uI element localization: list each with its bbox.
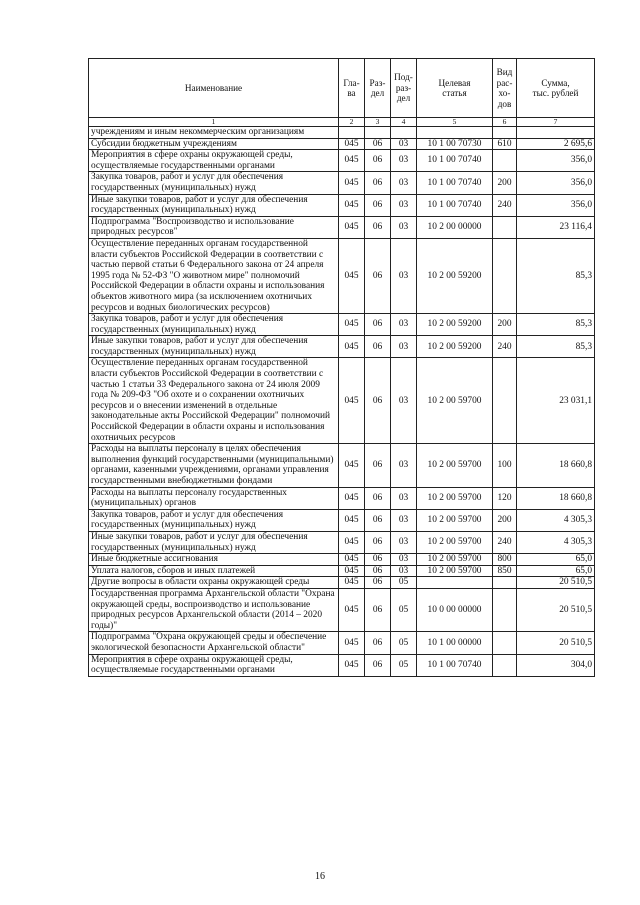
header-subsection: Под- раз- дел xyxy=(391,59,417,118)
table-row xyxy=(89,632,595,654)
row-target-item: 10 1 00 70740 xyxy=(417,150,493,172)
row-target-item: 10 2 00 59700 xyxy=(417,358,493,444)
row-section: 06 xyxy=(365,336,391,358)
row-target-item: 10 1 00 00000 xyxy=(417,632,493,654)
row-expense-type xyxy=(493,588,517,631)
row-expense-type xyxy=(493,654,517,676)
row-name: Другие вопросы в области охраны окружающей среды xyxy=(89,577,339,589)
row-chapter: 045 xyxy=(339,565,365,577)
row-name: Расходы на выплаты персоналу в целях обеспечения выполнения функций государственными (муниципальными) органами, казенными учреждениями, органами управления государственными внебюджетными фондами xyxy=(89,444,339,487)
header-chapter: Гла- ва xyxy=(339,59,365,118)
row-target-item: 10 1 00 70740 xyxy=(417,172,493,194)
row-subsection: 05 xyxy=(391,577,417,589)
row-subsection: 03 xyxy=(391,509,417,531)
table-row xyxy=(89,336,595,358)
header-name: Наименование xyxy=(89,59,339,118)
column-number: 5 xyxy=(417,118,493,127)
row-name: Осуществление переданных органам государственной власти субъектов Российской Федерации в соответствии с частью первой статьи 6 Федерального закона от 24 апреля 1995 года № 52-ФЗ "О животном мире" полномочий Российской Федерации в области охраны и использования объектов животного мира (за исключением охотничьих ресурсов и водных биологических ресурсов) xyxy=(89,238,339,313)
row-target-item: 10 1 00 70740 xyxy=(417,654,493,676)
row-sum: 2 695,6 xyxy=(517,138,595,150)
row-sum: 20 510,5 xyxy=(517,588,595,631)
row-chapter: 045 xyxy=(339,314,365,336)
column-number: 3 xyxy=(365,118,391,127)
row-chapter: 045 xyxy=(339,358,365,444)
row-expense-type: 200 xyxy=(493,509,517,531)
row-section: 06 xyxy=(365,194,391,216)
row-target-item: 10 2 00 59700 xyxy=(417,509,493,531)
header-row xyxy=(89,59,595,118)
row-section: 06 xyxy=(365,238,391,313)
row-chapter: 045 xyxy=(339,487,365,509)
row-chapter: 045 xyxy=(339,216,365,238)
row-target-item: 10 1 00 70730 xyxy=(417,138,493,150)
table-row xyxy=(89,554,595,566)
row-expense-type: 610 xyxy=(493,138,517,150)
row-subsection: 03 xyxy=(391,172,417,194)
row-section: 06 xyxy=(365,358,391,444)
table-row xyxy=(89,238,595,313)
row-section: 06 xyxy=(365,565,391,577)
row-target-item: 10 0 00 00000 xyxy=(417,588,493,631)
row-subsection: 03 xyxy=(391,358,417,444)
row-expense-type: 800 xyxy=(493,554,517,566)
row-name: Иные закупки товаров, работ и услуг для обеспечения государственных (муниципальных) нужд xyxy=(89,336,339,358)
row-expense-type xyxy=(493,150,517,172)
table-row xyxy=(89,358,595,444)
row-sum: 356,0 xyxy=(517,172,595,194)
row-section: 06 xyxy=(365,531,391,553)
row-chapter: 045 xyxy=(339,588,365,631)
row-expense-type xyxy=(493,127,517,139)
row-sum xyxy=(517,127,595,139)
table-row xyxy=(89,565,595,577)
row-target-item: 10 2 00 59200 xyxy=(417,314,493,336)
row-expense-type: 200 xyxy=(493,314,517,336)
row-target-item: 10 2 00 00000 xyxy=(417,216,493,238)
row-expense-type xyxy=(493,238,517,313)
row-expense-type: 240 xyxy=(493,336,517,358)
row-subsection: 03 xyxy=(391,554,417,566)
row-expense-type xyxy=(493,358,517,444)
row-sum: 85,3 xyxy=(517,314,595,336)
row-section: 06 xyxy=(365,487,391,509)
row-chapter: 045 xyxy=(339,577,365,589)
row-name: Закупка товаров, работ и услуг для обеспечения государственных (муниципальных) нужд xyxy=(89,509,339,531)
row-target-item: 10 2 00 59700 xyxy=(417,565,493,577)
row-section: 06 xyxy=(365,588,391,631)
row-subsection: 03 xyxy=(391,314,417,336)
column-number: 2 xyxy=(339,118,365,127)
row-target-item: 10 2 00 59700 xyxy=(417,487,493,509)
row-subsection: 03 xyxy=(391,150,417,172)
row-name: Закупка товаров, работ и услуг для обеспечения государственных (муниципальных) нужд xyxy=(89,314,339,336)
budget-table xyxy=(88,58,595,677)
header-expense-type: Вид рас- хо- дов xyxy=(493,59,517,118)
row-sum: 85,3 xyxy=(517,238,595,313)
row-target-item: 10 2 00 59700 xyxy=(417,554,493,566)
row-target-item xyxy=(417,127,493,139)
row-chapter: 045 xyxy=(339,238,365,313)
row-section: 06 xyxy=(365,216,391,238)
table-body xyxy=(89,127,595,677)
row-sum: 23 031,1 xyxy=(517,358,595,444)
row-name: Государственная программа Архангельской области "Охрана окружающей среды, воспроизводство и использование природных ресурсов Архангельской области (2014 – 2020 годы)" xyxy=(89,588,339,631)
row-section: 06 xyxy=(365,654,391,676)
table-row xyxy=(89,654,595,676)
row-target-item: 10 2 00 59200 xyxy=(417,238,493,313)
row-name: Расходы на выплаты персоналу государственных (муниципальных) органов xyxy=(89,487,339,509)
row-expense-type: 850 xyxy=(493,565,517,577)
table-row xyxy=(89,150,595,172)
row-section: 06 xyxy=(365,138,391,150)
row-chapter: 045 xyxy=(339,150,365,172)
table-row xyxy=(89,577,595,589)
column-number: 6 xyxy=(493,118,517,127)
row-subsection: 03 xyxy=(391,336,417,358)
header-target: Целевая статья xyxy=(417,59,493,118)
table-row xyxy=(89,138,595,150)
row-section: 06 xyxy=(365,172,391,194)
row-subsection: 03 xyxy=(391,138,417,150)
row-section: 06 xyxy=(365,150,391,172)
row-section: 06 xyxy=(365,632,391,654)
row-target-item xyxy=(417,577,493,589)
table-row xyxy=(89,314,595,336)
column-number-row xyxy=(89,118,595,127)
row-subsection: 03 xyxy=(391,216,417,238)
row-expense-type: 240 xyxy=(493,194,517,216)
table-row xyxy=(89,588,595,631)
row-sum: 4 305,3 xyxy=(517,509,595,531)
row-name: Закупка товаров, работ и услуг для обеспечения государственных (муниципальных) нужд xyxy=(89,172,339,194)
row-expense-type: 100 xyxy=(493,444,517,487)
row-sum: 18 660,8 xyxy=(517,444,595,487)
row-expense-type xyxy=(493,632,517,654)
row-sum: 23 116,4 xyxy=(517,216,595,238)
row-chapter xyxy=(339,127,365,139)
row-section xyxy=(365,127,391,139)
row-sum: 356,0 xyxy=(517,150,595,172)
row-name: Субсидии бюджетным учреждениям xyxy=(89,138,339,150)
row-subsection: 03 xyxy=(391,565,417,577)
column-number: 7 xyxy=(517,118,595,127)
row-expense-type: 200 xyxy=(493,172,517,194)
row-subsection: 05 xyxy=(391,632,417,654)
row-target-item: 10 1 00 70740 xyxy=(417,194,493,216)
row-section: 06 xyxy=(365,314,391,336)
row-chapter: 045 xyxy=(339,172,365,194)
row-target-item: 10 2 00 59700 xyxy=(417,444,493,487)
row-name: Иные закупки товаров, работ и услуг для обеспечения государственных (муниципальных) нужд xyxy=(89,194,339,216)
row-expense-type xyxy=(493,216,517,238)
row-subsection: 03 xyxy=(391,238,417,313)
row-name: Уплата налогов, сборов и иных платежей xyxy=(89,565,339,577)
row-subsection: 03 xyxy=(391,531,417,553)
row-name: Подпрограмма "Охрана окружающей среды и обеспечение экологической безопасности Архангельской области" xyxy=(89,632,339,654)
column-number: 1 xyxy=(89,118,339,127)
table-row xyxy=(89,531,595,553)
page-number: 16 xyxy=(315,871,325,882)
row-sum: 304,0 xyxy=(517,654,595,676)
table-row xyxy=(89,487,595,509)
header-sum: Сумма, тыс. рублей xyxy=(517,59,595,118)
row-section: 06 xyxy=(365,509,391,531)
row-name: Иные закупки товаров, работ и услуг для обеспечения государственных (муниципальных) нужд xyxy=(89,531,339,553)
row-subsection xyxy=(391,127,417,139)
row-subsection: 03 xyxy=(391,444,417,487)
row-chapter: 045 xyxy=(339,509,365,531)
row-chapter: 045 xyxy=(339,632,365,654)
row-chapter: 045 xyxy=(339,138,365,150)
row-name: Подпрограмма "Воспроизводство и использование природных ресурсов" xyxy=(89,216,339,238)
row-name: учреждениям и иным некоммерческим организациям xyxy=(89,127,339,139)
table-row xyxy=(89,194,595,216)
row-section: 06 xyxy=(365,577,391,589)
row-chapter: 045 xyxy=(339,336,365,358)
row-section: 06 xyxy=(365,554,391,566)
row-section: 06 xyxy=(365,444,391,487)
table-row xyxy=(89,444,595,487)
row-sum: 20 510,5 xyxy=(517,577,595,589)
row-name: Мероприятия в сфере охраны окружающей среды, осуществляемые государственными органами xyxy=(89,150,339,172)
row-sum: 85,3 xyxy=(517,336,595,358)
row-name: Иные бюджетные ассигнования xyxy=(89,554,339,566)
row-subsection: 03 xyxy=(391,487,417,509)
row-sum: 20 510,5 xyxy=(517,632,595,654)
row-chapter: 045 xyxy=(339,444,365,487)
row-expense-type: 240 xyxy=(493,531,517,553)
table-row xyxy=(89,172,595,194)
row-sum: 356,0 xyxy=(517,194,595,216)
table-row xyxy=(89,509,595,531)
row-expense-type xyxy=(493,577,517,589)
row-chapter: 045 xyxy=(339,531,365,553)
row-sum: 18 660,8 xyxy=(517,487,595,509)
row-subsection: 03 xyxy=(391,194,417,216)
table-row xyxy=(89,216,595,238)
row-subsection: 05 xyxy=(391,588,417,631)
row-sum: 4 305,3 xyxy=(517,531,595,553)
row-sum: 65,0 xyxy=(517,565,595,577)
row-target-item: 10 2 00 59200 xyxy=(417,336,493,358)
row-name: Мероприятия в сфере охраны окружающей среды, осуществляемые государственными органами xyxy=(89,654,339,676)
row-target-item: 10 2 00 59700 xyxy=(417,531,493,553)
row-chapter: 045 xyxy=(339,554,365,566)
row-subsection: 05 xyxy=(391,654,417,676)
column-number: 4 xyxy=(391,118,417,127)
header-section: Раз- дел xyxy=(365,59,391,118)
row-sum: 65,0 xyxy=(517,554,595,566)
row-name: Осуществление переданных органам государственной власти субъектов Российской Федерации в соответствии с частью 1 статьи 33 Федерального закона от 24 июля 2009 года № 209-ФЗ "Об охоте и о сохранении охотничьих ресурсов и о внесении изменений в отдельные законодательные акты Российской Федерации" полномочий Российской Федерации в области охраны и использования охотничьих ресурсов xyxy=(89,358,339,444)
row-expense-type: 120 xyxy=(493,487,517,509)
row-chapter: 045 xyxy=(339,194,365,216)
table-row xyxy=(89,127,595,139)
row-chapter: 045 xyxy=(339,654,365,676)
